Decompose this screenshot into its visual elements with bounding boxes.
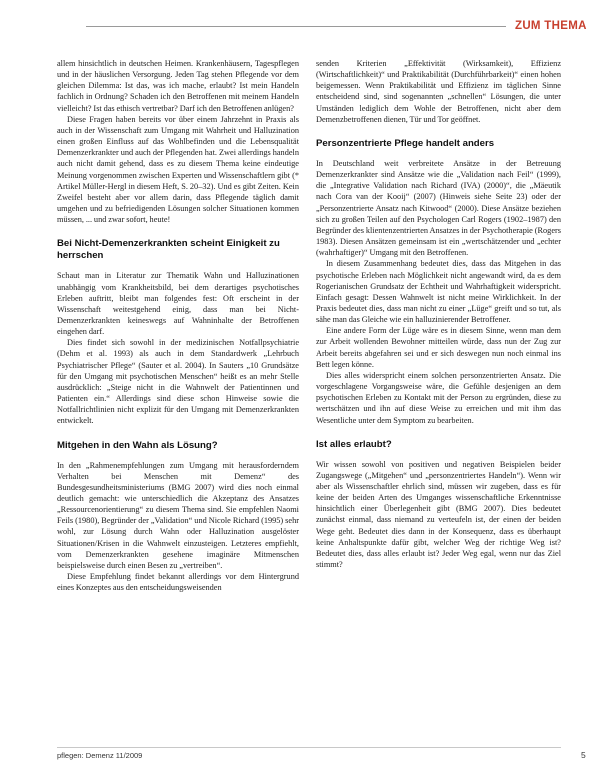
paragraph: In den „Rahmenempfehlungen zum Umgang mit herausforderndem Verhalten bei Menschen mit Demenz“ des Bundesgesundheitsministeriums (BMG 2007) wird dies noch einmal deutlich gemacht: wie unterschiedlich die Akzeptanz des Ansatzes „Ressourcenorientierung“ zu diesem Thema sind. Sie empfehlen Naomi Feils (1980), Begründer der „Validation“ und Nicole Richard (1995) sehr wohl, zur Lösung durch Wahn oder Halluzination ausgelöster Situationen/Krisen in die Wahnwelt einzusteigen. Letzteres empfiehlt, vom Demenzerkrankten gesehene imaginäre Mitmenschen beispielsweise durch einen Besen zu „vertreiben“. <box>57 460 299 570</box>
header-rule <box>86 26 506 27</box>
paragraph: Dies alles widerspricht einem solchen personzentrierten Ansatz. Die vorgeschlagene Vorgangsweise wäre, die Gefühle desjenigen an dem psychotischen Erleben zu Kontakt mit der Person zu ergründen, diese zu wertschätzen und ihn auf diese Weise zu erreichen und mit ihm das Wesentliche unter dem Symptom zu bearbeiten. <box>316 370 561 425</box>
section-heading: Mitgehen in den Wahn als Lösung? <box>57 439 218 451</box>
section-heading: Personzentrierte Pflege handelt anders <box>316 137 495 149</box>
section-heading: Ist alles erlaubt? <box>316 438 392 450</box>
journal-footer: pflegen: Demenz 11/2009 <box>57 751 143 760</box>
paragraph: Wir wissen sowohl von positiven und negativen Beispielen beider Zugangswege („Mitgehen“ und „personzentriertes Handeln“). Wenn wir aber als Wissenschaftler ehrlich sind, müssen wir zugeben, dass es für keine der beiden Arten des Umganges wissenschaftliche Erkenntnisse hinsichtlich einer Überlegenheit gibt (BMG 2007). Dies bedeutet zunächst einmal, dass niemand zu verteufeln ist, der einen der beiden Wege geht. Bedeutet dies dann in der Konsequenz, dass es überhaupt keine Anhaltspunkte dafür gibt, welcher Weg der richtige Weg ist? Bedeutet dies, dass alles erlaubt ist? Jeder Weg egal, wenn nur das Ziel stimmt? <box>316 459 561 570</box>
paragraph: Diese Empfehlung findet bekannt allerdings vor dem Hintergrund eines Konzeptes aus den entscheidungsweisenden <box>57 572 299 593</box>
paragraph: Dies findet sich sowohl in der medizinischen Notfallpsychiatrie (Dehm et al. 1993) als auch in dem Standardwerk „Lehrbuch Psychiatrischer Pflege“ (Sauter et al. 2004). In Sauters „10 Grundsätze für den Umgang mit psychotischen Menschen“ heißt es an mehr Stelle ausdrücklich: „Steige nicht in die Wahnwelt der Patientinnen und Patienten ein.“ Allerdings sind diese schon Hinweise sowie die Notfallrichtlinien nicht explizit für den Umgang mit Demenzerkrankten entwickelt. <box>57 338 299 426</box>
left-column <box>57 58 299 593</box>
paragraph: allem hinsichtlich in deutschen Heimen. Krankenhäusern, Tagespflegen und in der häuslichen Versorgung. Jeden Tag stehen Pflegende vor dem gleichen Dilemma: Ist das, was ich mache, erlaubt? Ist mein Handeln fachlich in Ordnung? Schaden ich den Betroffenen mit meinem Handeln vielleicht? Ist das ethisch vertretbar? Darf ich den Betroffenen anlügen? <box>57 59 299 113</box>
footer-rule <box>57 747 561 748</box>
paragraph: In Deutschland weit verbreitete Ansätze in der Betreuung Demenzerkrankter sind Ansätze wie die „Validation nach Feil“ (1999), die „Integrative Validation nach Richard (IVA) (2000)“, die „Mäeutik nach Cora van der Kooij“ (2007) (Hinweis siehe Seite 23) oder der „Personzentrierte Ansatz nach Kitwood“ (2000). Diese Ansätze beziehen sich zu großen Teilen auf den Psychologen Carl Rogers (1902–1987) den Begründer des klientenzentrierten Ansatzes in der Psychotherapie (Rogers 1983). Diesen Ansätzen gemeinsam ist ein „wertschätzender und „echter (wahrhaftiger)“ Umgang mit den Betroffenen. <box>316 158 561 258</box>
page-number: 5 <box>581 750 586 760</box>
paragraph: senden Kriterien „Effektivität (Wirksamkeit), Effizienz (Wirtschaftlichkeit)“ und Praktikabilität (Durchführbarkeit)“ einen hohen beigemessen. Wenn Praktikabilität und Effizienz im täglichen Sinne entscheidend sind, sind sogenannten „schnellen“ Lösungen, die unter Umständen lediglich dem Wohle der Betroffenen, nicht aber dem Demenzbetroffenen dienen, Tür und Tor geöffnet. <box>316 59 561 124</box>
paragraph: Diese Fragen haben bereits vor über einem Jahrzehnt in Praxis als auch in der Wissenschaft zum Umgang mit Wahrheit und Halluzination einen großen Einfluss auf das Wohlbefinden und die Lebensqualität Demenzerkrankter und auch der Pflegenden hat. Zwei allerdings handeln auch nicht damit gehend, dass es zu diesem Thema keine eindeutige Meinung vorgenommen zwischen Experten und Wissenschaftlern gibt (* Artikel Müller-Hergl in diesem Heft, S. 20–32). Und es gibt Zeiten. Kein Zweifel besteht aber vor allem darin, dass Pflegende täglich damit umgehen und zu befriedigenden Lösungen solcher Situationen kommen müssen, ... und zwar sofort, heute! <box>57 114 299 225</box>
right-column <box>316 58 561 570</box>
section-tag: ZUM THEMA <box>509 18 601 35</box>
paragraph: Eine andere Form der Lüge wäre es in diesem Sinne, wenn man dem zur Arbeit wollenden Bewohner mitteilen würde, dass nun der Zug zur Arbeit bereits abgefahren sei und er sich deswegen nun noch einmal ins Bett legen könne. <box>316 326 561 369</box>
section-heading: Bei Nicht-Demenzerkrankten scheint Einigkeit zu herrschen <box>57 238 280 262</box>
paragraph: Schaut man in Literatur zur Thematik Wahn und Halluzinationen unabhängig vom Krankheitsbild, bei dem derartiges psychotisches Erleben auftritt, bleibt man folgendes fest: Oft erscheint in der Wissenschaft weitestgehend einig, dass man bei Nicht-Demenzerkrankten keineswegs auf Wahninhalte der Betroffenen eingehen darf. <box>57 271 299 337</box>
paragraph: In diesem Zusammenhang bedeutet dies, dass das Mitgehen in das psychotische Erleben nach Möglichkeit nicht angewandt wird, da es dem Rogerianischen Grundsatz der Echtheit und Wahrhaftigkeit widerspricht. Einfach gesagt: Dessen Wahnwelt ist nicht meine Wirklichkeit. In der Praxis bedeutet dies, dass man nicht zu einer „Lüge“ greift und so tut, als sähe man das Gleiche wie ein halluzinierender Betroffener. <box>316 259 561 325</box>
